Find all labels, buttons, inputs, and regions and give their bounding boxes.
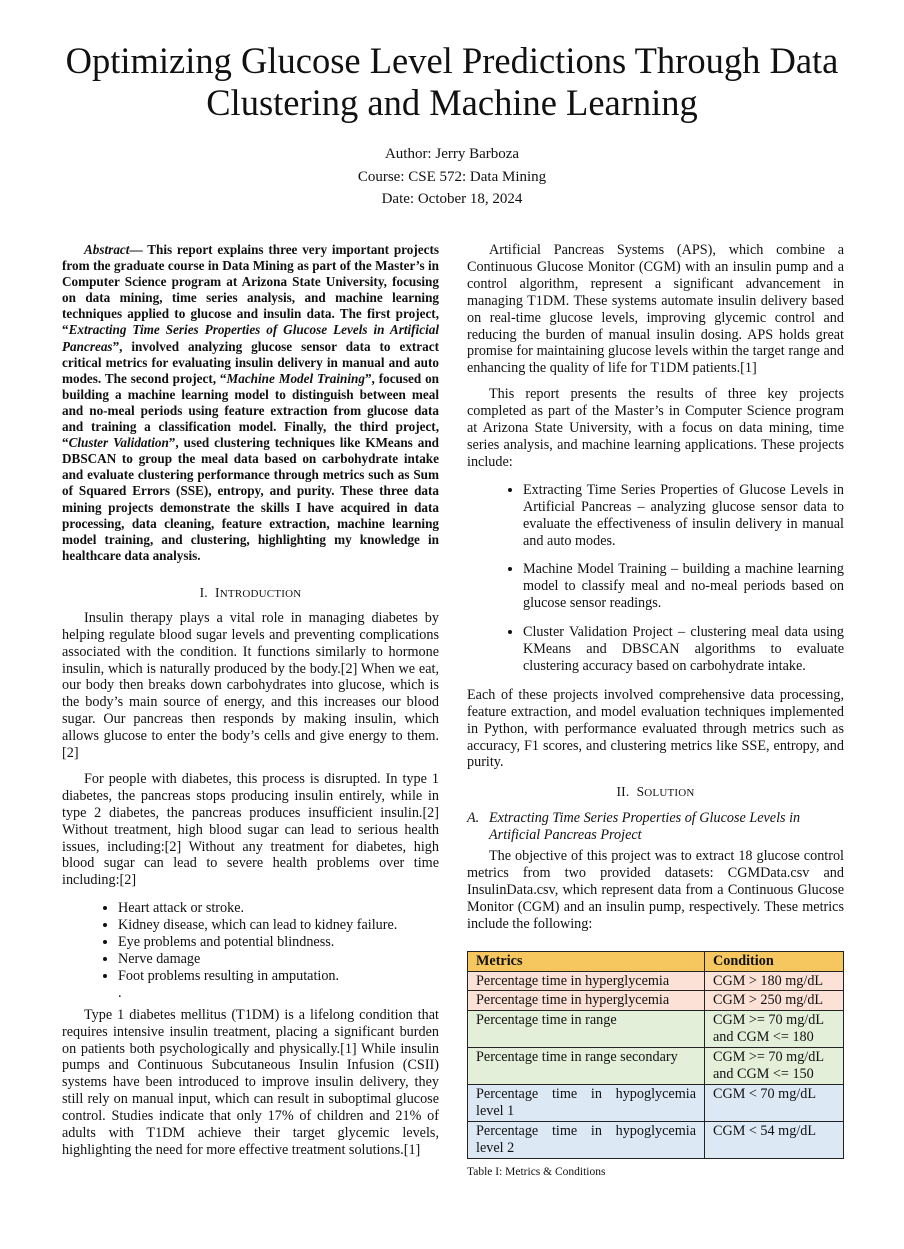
abstract-text-4: ”, used clustering techniques like KMeans and DBSCAN to group the meal data based on carbohydrate intake and evaluate clustering performance through metrics such as Sum of Squared Errors (SSE), entropy, and purity. These three data mining projects demonstrate the skills I have acquired in data processing, data cleaning, feature extraction, machine learning model training, and clustering, highlighting my knowledge in healthcare data analysis. (62, 435, 439, 563)
abstract-dash: — (129, 242, 148, 257)
abstract-label: Abstract (84, 242, 130, 257)
table-header-metrics: Metrics (468, 951, 705, 971)
list-item: • Machine Model Training – building a machine learning model to classify meal and no-meal periods based on glucose sensor readings. (523, 561, 844, 612)
table-row (468, 1121, 844, 1158)
section-number: II. (616, 784, 630, 800)
paper-title: Optimizing Glucose Level Predictions Through Data Clustering and Machine Learning (65, 40, 839, 123)
subsection-title: Extracting Time Series Properties of Glucose Levels in Artificial Pancreas Project (489, 810, 801, 844)
date-line: Date: October 18, 2024 (381, 191, 523, 207)
table-header-condition: Condition (705, 951, 844, 971)
projects-paragraph: This report presents the results of three key projects completed as part of the Master’s in Computer Science program at Arizona State University, with a focus on data mining, time series analysis, and machine learning applications. These projects include: (467, 386, 844, 470)
table-cell: CGM >= 70 mg/dL and CGM <= 180 (705, 1011, 844, 1048)
list-item: . (118, 984, 122, 1001)
abstract-project-3: Cluster Validation (68, 435, 169, 451)
abstract-project-1: Extracting Time Series Properties of Glucose Levels in Artificial Pancreas (62, 322, 439, 354)
abstract-project-2: Machine Model Training (226, 370, 365, 386)
table-cell: Percentage time in hyperglycemia (468, 991, 705, 1011)
table-row (468, 1048, 844, 1085)
section-number: I. (199, 584, 208, 600)
intro-paragraph-3: Type 1 diabetes mellitus (T1DM) is a lifelong condition that requires intensive insulin treatment, placing a significant burden on patients both psychologically and physically.[1] While insulin pumps and Continuous Subcutaneous Insulin Infusion (CSII) systems have been introduced to improve insulin delivery, they still rely on manual input, which can result in suboptimal glucose control. Studies indicate that only 17% of children and 21% of adults with T1DM achieve their target glycemic levels, highlighting the need for more effective treatment solutions.[1] (62, 1006, 439, 1158)
abstract-text-3: ”, focused on building a machine learning model to distinguish between meal and no-meal periods using feature extraction from glucose data and training a classification model. Finally, the third project, “ (62, 370, 440, 451)
subsection-number: A. (467, 810, 480, 827)
table-cell: CGM >= 70 mg/dL and CGM <= 150 (705, 1048, 844, 1085)
list-item: • Eye problems and potential blindness. (118, 934, 439, 951)
table-cell: Percentage time in hypoglycemia level 2 (468, 1121, 705, 1158)
author-line: Author: Jerry Barboza (384, 146, 520, 162)
list-item: • Kidney disease, which can lead to kidney failure. (118, 917, 439, 934)
intro-paragraph-2: For people with diabetes, this process is disrupted. In type 1 diabetes, the pancreas stops producing insulin entirely, while in type 2 diabetes, the pancreas produces insufficient insulin.[2] Without treatment, high blood sugar can lead to serious health issues, including:[2] Without any treatment for diabetes, high blood sugar can lead to severe health problems over time including:[2] (62, 770, 439, 889)
course-line: Course: CSE 572: Data Mining (357, 168, 547, 185)
table-caption: Table I: Metrics & Conditions (467, 1165, 606, 1178)
list-item: • Heart attack or stroke. (118, 900, 439, 917)
metrics-table (467, 951, 844, 1159)
section-heading-rest: OLUTION (644, 787, 695, 800)
table-cell: Percentage time in range (468, 1011, 705, 1048)
table-cell: Percentage time in range secondary (468, 1048, 705, 1085)
list-item: • Extracting Time Series Properties of Glucose Levels in Artificial Pancreas – analyzing glucose sensor data to evaluate the effectiveness of insulin delivery in manual and auto modes. (523, 482, 844, 550)
section-heading-initial: S (636, 784, 645, 800)
section-heading-rest: NTRODUCTION (219, 587, 302, 600)
projects-summary-paragraph: Each of these projects involved comprehensive data processing, feature extraction, and model evaluation techniques implemented in Python, with performance evaluated through metrics such as accuracy, F1 scores, and clustering metrics like SSE, entropy, and purity. (467, 686, 844, 771)
table-cell: Percentage time in hyperglycemia (468, 971, 705, 991)
list-item: • Foot problems resulting in amputation. (118, 968, 439, 985)
table-row (468, 1084, 844, 1121)
table-cell: CGM < 70 mg/dL (705, 1084, 844, 1121)
subsection-heading (467, 810, 844, 844)
section-heading-introduction (62, 585, 439, 603)
abstract-text-1: This report explains three very important projects from the graduate course in Data Mining as part of the Master’s in Computer Science program at Arizona State University, focusing on data mining, time series analysis, and machine learning techniques applied to glucose and insulin data. The first project, “ (62, 242, 440, 338)
solution-paragraph-1: The objective of this project was to extract 18 glucose control metrics from two provided datasets: CGMData.csv and InsulinData.csv, which represent data from a Continuous Glucose Monitor (CGM) and an insulin pump, respectively. These metrics include the following: (467, 848, 844, 932)
left-column (62, 242, 439, 1159)
table-row (468, 971, 844, 991)
health-problems-list (62, 900, 439, 1001)
aps-paragraph: Artificial Pancreas Systems (APS), which combine a Continuous Glucose Monitor (CGM) with an insulin pump and a control algorithm, represent a significant advancement in managing T1DM. These systems automate insulin delivery based on real-time glucose levels, improving glycemic control and reducing the burden of manual insulin dosing. APS holds great promise for maintaining glucose levels within the target range and enhancing the quality of life for T1DM patients.[1] (467, 242, 844, 377)
table-header-row (468, 951, 844, 971)
author-block (0, 143, 904, 211)
table-row (468, 991, 844, 1011)
projects-list (467, 482, 844, 675)
abstract-text-2: ”, involved analyzing glucose sensor data to extract critical metrics for evaluating insulin delivery in manual and auto modes. The second project, “ (62, 338, 439, 386)
table-cell: CGM > 180 mg/dL (705, 971, 844, 991)
table-row (468, 1011, 844, 1048)
list-item: • Nerve damage (118, 951, 439, 968)
intro-paragraph-1: Insulin therapy plays a vital role in managing diabetes by helping regulate blood sugar levels and preventing complications associated with the condition. It functions similarly to hormone insulin, which is naturally produced by the body.[2] When we eat, our body then breaks down carbohydrates into glucose, which is the body’s main source of energy, and this increases our blood sugar. Our pancreas then responds by making insulin, which allows glucose to enter the body’s cells and give energy to them.[2] (62, 609, 439, 762)
list-item: • Cluster Validation Project – clustering meal data using KMeans and DBSCAN algorithms to evaluate clustering accuracy based on carbohydrate intake. (523, 624, 844, 675)
table-cell: CGM > 250 mg/dL (705, 991, 844, 1011)
table-cell: CGM < 54 mg/dL (705, 1121, 844, 1158)
right-column (467, 242, 844, 1181)
section-heading-initial: I (215, 584, 220, 600)
section-heading-solution (467, 784, 844, 802)
table-cell: Percentage time in hypoglycemia level 1 (468, 1084, 705, 1121)
abstract (62, 242, 439, 564)
